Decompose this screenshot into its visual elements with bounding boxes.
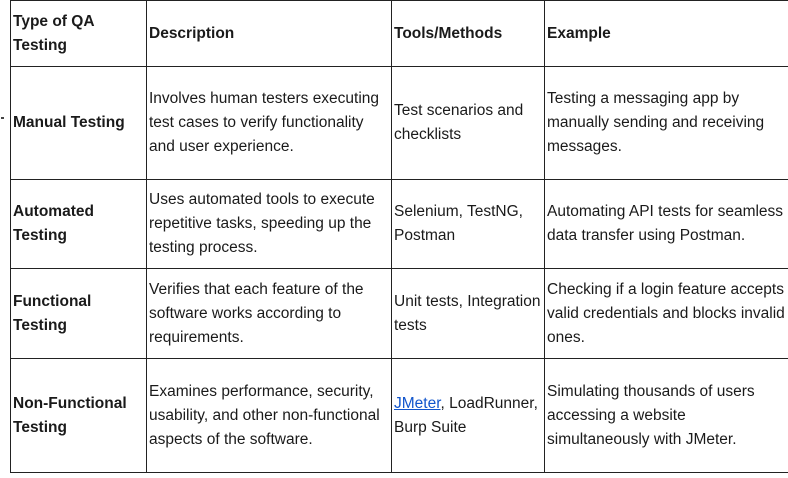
row-type: Automated Testing <box>11 180 147 269</box>
row-tools-rest: , LoadRunner, Burp Suite <box>394 394 538 436</box>
table-row <box>11 269 788 359</box>
header-type: Type of QA Testing <box>11 1 147 67</box>
row-type: Non-Functional Testing <box>11 359 147 473</box>
row-description: Verifies that each feature of the software works according to requirements. <box>147 269 392 359</box>
header-row <box>11 1 788 67</box>
table-row <box>11 180 788 269</box>
row-tools: Test scenarios and checklists <box>392 67 545 180</box>
header-example: Example <box>545 1 788 67</box>
row-tools <box>392 359 545 473</box>
row-example: Checking if a login feature accepts valid credentials and blocks invalid ones. <box>545 269 788 359</box>
table-row <box>11 359 788 473</box>
header-description: Description <box>147 1 392 67</box>
jmeter-link[interactable]: JMeter <box>394 394 441 412</box>
row-description: Examines performance, security, usability, and other non-functional aspects of the software. <box>147 359 392 473</box>
row-tools: Selenium, TestNG, Postman <box>392 180 545 269</box>
row-type: Manual Testing <box>11 67 147 180</box>
row-tools: Unit tests, Integration tests <box>392 269 545 359</box>
row-example: Automating API tests for seamless data transfer using Postman. <box>545 180 788 269</box>
row-type: Functional Testing <box>11 269 147 359</box>
row-example: Simulating thousands of users accessing a website simultaneously with JMeter. <box>545 359 788 473</box>
edge-mark <box>1 117 4 119</box>
header-tools: Tools/Methods <box>392 1 545 67</box>
row-description: Uses automated tools to execute repetitive tasks, speeding up the testing process. <box>147 180 392 269</box>
table-row <box>11 67 788 180</box>
row-description: Involves human testers executing test cases to verify functionality and user experience. <box>147 67 392 180</box>
row-example: Testing a messaging app by manually sending and receiving messages. <box>545 67 788 180</box>
qa-testing-table <box>10 0 788 473</box>
